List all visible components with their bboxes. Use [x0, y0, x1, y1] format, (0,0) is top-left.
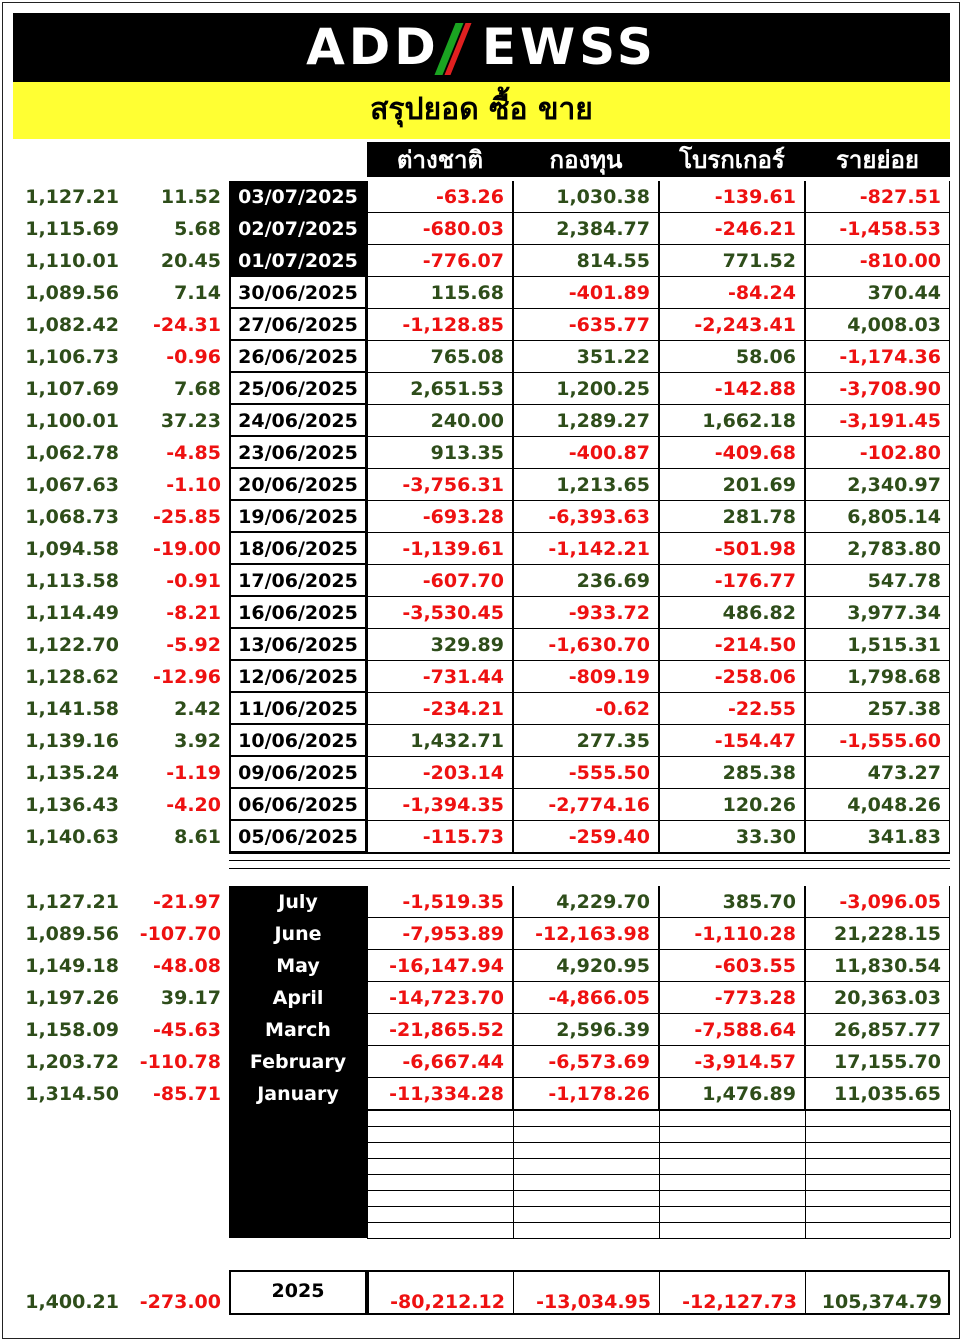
foreign-value: 765.08 [367, 341, 513, 373]
broker-value: 1,476.89 [659, 1078, 805, 1110]
broker-value: -3,914.57 [659, 1046, 805, 1078]
foreign-value: -11,334.28 [367, 1078, 513, 1110]
retail-value: -1,555.60 [805, 725, 950, 757]
retail-value: 11,830.54 [805, 950, 950, 982]
broker-value: 285.38 [659, 757, 805, 789]
change-value: -45.63 [153, 1019, 221, 1041]
index-value: 1,067.63 [25, 474, 119, 496]
header-fund: กองทุน [513, 142, 659, 177]
date-cell: 03/07/2025 [229, 181, 367, 213]
broker-value: -176.77 [659, 565, 805, 597]
broker-value: -139.61 [659, 181, 805, 213]
fund-value: 277.35 [513, 725, 659, 757]
grid-line [367, 1238, 950, 1239]
fund-value: -1,142.21 [513, 533, 659, 565]
table-divider [229, 860, 950, 861]
retail-value: -827.51 [805, 181, 950, 213]
fund-value: -6,393.63 [513, 501, 659, 533]
change-value: -24.31 [153, 314, 221, 336]
fund-value: 814.55 [513, 245, 659, 277]
index-value: 1,127.21 [25, 186, 119, 208]
date-cell: 02/07/2025 [229, 213, 367, 245]
index-value: 1,136.43 [25, 794, 119, 816]
change-value: -85.71 [153, 1083, 221, 1105]
retail-value: 6,805.14 [805, 501, 950, 533]
grid-line [367, 1110, 368, 1238]
retail-value: 4,048.26 [805, 789, 950, 821]
broker-value: -773.28 [659, 982, 805, 1014]
fund-value: 2,384.77 [513, 213, 659, 245]
fund-value: 1,200.25 [513, 373, 659, 405]
fund-value: 1,213.65 [513, 469, 659, 501]
broker-value: 33.30 [659, 821, 805, 853]
retail-value: 17,155.70 [805, 1046, 950, 1078]
broker-value: -7,588.64 [659, 1014, 805, 1046]
retail-value: 21,228.15 [805, 918, 950, 950]
foreign-value: -3,756.31 [367, 469, 513, 501]
retail-value: 2,340.97 [805, 469, 950, 501]
date-cell: 12/06/2025 [229, 661, 367, 693]
change-value: -4.20 [166, 794, 221, 816]
index-value: 1,128.62 [25, 666, 119, 688]
fund-value: 4,920.95 [513, 950, 659, 982]
retail-value: -1,174.36 [805, 341, 950, 373]
fund-value: -13,034.95 [536, 1291, 651, 1313]
month-label: July [229, 886, 367, 918]
retail-value: 26,857.77 [805, 1014, 950, 1046]
month-label: June [229, 918, 367, 950]
broker-value: -22.55 [659, 693, 805, 725]
fund-value: -401.89 [513, 277, 659, 309]
date-cell: 05/06/2025 [229, 821, 367, 853]
grid-line [513, 1110, 514, 1238]
index-value: 1,141.58 [25, 698, 119, 720]
month-label: March [229, 1014, 367, 1046]
foreign-value: -80,212.12 [390, 1291, 505, 1313]
retail-value: 2,783.80 [805, 533, 950, 565]
fund-value: -1,178.26 [513, 1078, 659, 1110]
change-value: -0.91 [166, 570, 221, 592]
retail-value: -3,191.45 [805, 405, 950, 437]
broker-value: -214.50 [659, 629, 805, 661]
foreign-value: 1,432.71 [367, 725, 513, 757]
retail-value: -3,096.05 [805, 886, 950, 918]
change-value: -1.19 [166, 762, 221, 784]
change-value: 7.14 [174, 282, 221, 304]
date-cell: 09/06/2025 [229, 757, 367, 789]
index-value: 1,114.49 [25, 602, 119, 624]
retail-value: 257.38 [805, 693, 950, 725]
index-value: 1,094.58 [25, 538, 119, 560]
change-value: -48.08 [153, 955, 221, 977]
index-value: 1,062.78 [25, 442, 119, 464]
foreign-value: -6,667.44 [367, 1046, 513, 1078]
foreign-value: -1,394.35 [367, 789, 513, 821]
index-value: 1,082.42 [25, 314, 119, 336]
retail-value: 1,515.31 [805, 629, 950, 661]
index-value: 1,089.56 [25, 923, 119, 945]
index-value: 1,400.21 [25, 1291, 119, 1313]
fund-value: 4,229.70 [513, 886, 659, 918]
date-cell: 26/06/2025 [229, 341, 367, 373]
broker-value: 201.69 [659, 469, 805, 501]
retail-value: 370.44 [805, 277, 950, 309]
broker-value: -258.06 [659, 661, 805, 693]
index-value: 1,089.56 [25, 282, 119, 304]
month-label: February [229, 1046, 367, 1078]
index-value: 1,100.01 [25, 410, 119, 432]
fund-value: -400.87 [513, 437, 659, 469]
broker-value: -84.24 [659, 277, 805, 309]
broker-value: 1,662.18 [659, 405, 805, 437]
index-value: 1,107.69 [25, 378, 119, 400]
foreign-value: 913.35 [367, 437, 513, 469]
month-label: April [229, 982, 367, 1014]
index-value: 1,122.70 [25, 634, 119, 656]
change-value: -273.00 [139, 1291, 221, 1313]
broker-value: -142.88 [659, 373, 805, 405]
logo-bar [13, 13, 950, 82]
retail-value: 11,035.65 [805, 1078, 950, 1110]
change-value: 11.52 [160, 186, 221, 208]
index-value: 1,314.50 [25, 1083, 119, 1105]
change-value: -110.78 [139, 1051, 221, 1073]
change-value: -107.70 [139, 923, 221, 945]
foreign-value: -234.21 [367, 693, 513, 725]
foreign-value: -21,865.52 [367, 1014, 513, 1046]
broker-value: 281.78 [659, 501, 805, 533]
foreign-value: -14,723.70 [367, 982, 513, 1014]
date-cell: 16/06/2025 [229, 597, 367, 629]
page-title: สรุปยอด ซื้อ ขาย [370, 92, 593, 127]
header-retail: รายย่อย [805, 142, 950, 177]
fund-value: 351.22 [513, 341, 659, 373]
index-value: 1,197.26 [25, 987, 119, 1009]
fund-value: -933.72 [513, 597, 659, 629]
index-value: 1,140.63 [25, 826, 119, 848]
date-cell: 10/06/2025 [229, 725, 367, 757]
foreign-value: 329.89 [367, 629, 513, 661]
retail-value: 105,374.79 [821, 1291, 942, 1313]
date-cell: 19/06/2025 [229, 501, 367, 533]
fund-value: -2,774.16 [513, 789, 659, 821]
broker-value: -603.55 [659, 950, 805, 982]
fund-value: 2,596.39 [513, 1014, 659, 1046]
year-label: 2025 [229, 1270, 367, 1315]
index-value: 1,149.18 [25, 955, 119, 977]
foreign-value: -1,139.61 [367, 533, 513, 565]
foreign-value: -731.44 [367, 661, 513, 693]
fund-value: -4,866.05 [513, 982, 659, 1014]
date-cell: 30/06/2025 [229, 277, 367, 309]
change-value: 39.17 [160, 987, 221, 1009]
foreign-value: -607.70 [367, 565, 513, 597]
date-cell: 11/06/2025 [229, 693, 367, 725]
change-value: 7.68 [174, 378, 221, 400]
date-cell: 27/06/2025 [229, 309, 367, 341]
change-value: -0.96 [166, 346, 221, 368]
date-cell: 23/06/2025 [229, 437, 367, 469]
index-value: 1,113.58 [25, 570, 119, 592]
logo [13, 19, 950, 75]
index-value: 1,115.69 [25, 218, 119, 240]
change-value: -8.21 [166, 602, 221, 624]
foreign-value: 115.68 [367, 277, 513, 309]
broker-value: -409.68 [659, 437, 805, 469]
date-cell: 13/06/2025 [229, 629, 367, 661]
broker-value: -1,110.28 [659, 918, 805, 950]
change-value: -5.92 [166, 634, 221, 656]
foreign-value: -3,530.45 [367, 597, 513, 629]
change-value: -25.85 [153, 506, 221, 528]
header-foreign: ต่างชาติ [367, 142, 513, 177]
retail-value: 1,798.68 [805, 661, 950, 693]
date-cell: 06/06/2025 [229, 789, 367, 821]
fund-value: -0.62 [513, 693, 659, 725]
index-value: 1,127.21 [25, 891, 119, 913]
retail-value: 4,008.03 [805, 309, 950, 341]
foreign-value: -1,128.85 [367, 309, 513, 341]
foreign-value: -7,953.89 [367, 918, 513, 950]
change-value: 8.61 [174, 826, 221, 848]
index-value: 1,068.73 [25, 506, 119, 528]
index-value: 1,110.01 [25, 250, 119, 272]
date-cell: 18/06/2025 [229, 533, 367, 565]
foreign-value: -680.03 [367, 213, 513, 245]
broker-value: -2,243.41 [659, 309, 805, 341]
retail-value: 3,977.34 [805, 597, 950, 629]
broker-value: -12,127.73 [682, 1291, 797, 1313]
broker-value: 385.70 [659, 886, 805, 918]
grid-line [659, 1110, 660, 1238]
foreign-value: -1,519.35 [367, 886, 513, 918]
grid-line [805, 1110, 806, 1238]
retail-value: 547.78 [805, 565, 950, 597]
foreign-value: -16,147.94 [367, 950, 513, 982]
retail-value: -3,708.90 [805, 373, 950, 405]
date-cell: 17/06/2025 [229, 565, 367, 597]
index-value: 1,106.73 [25, 346, 119, 368]
foreign-value: -776.07 [367, 245, 513, 277]
change-value: -21.97 [153, 891, 221, 913]
change-value: 2.42 [174, 698, 221, 720]
change-value: -1.10 [166, 474, 221, 496]
index-value: 1,135.24 [25, 762, 119, 784]
fund-value: -12,163.98 [513, 918, 659, 950]
date-cell: 25/06/2025 [229, 373, 367, 405]
index-value: 1,158.09 [25, 1019, 119, 1041]
logo-text-left: ADD [306, 18, 440, 76]
table-divider [229, 868, 950, 869]
index-value: 1,203.72 [25, 1051, 119, 1073]
fund-value: 1,030.38 [513, 181, 659, 213]
date-cell: 24/06/2025 [229, 405, 367, 437]
retail-value: 341.83 [805, 821, 950, 853]
fund-value: 236.69 [513, 565, 659, 597]
fund-value: -259.40 [513, 821, 659, 853]
change-value: -12.96 [153, 666, 221, 688]
logo-text-right: EWSS [481, 18, 657, 76]
foreign-value: -203.14 [367, 757, 513, 789]
broker-value: -501.98 [659, 533, 805, 565]
change-value: -19.00 [153, 538, 221, 560]
foreign-value: 240.00 [367, 405, 513, 437]
fund-value: -635.77 [513, 309, 659, 341]
broker-value: 58.06 [659, 341, 805, 373]
month-label: January [229, 1078, 367, 1110]
broker-value: 120.26 [659, 789, 805, 821]
change-value: 37.23 [160, 410, 221, 432]
fund-value: -555.50 [513, 757, 659, 789]
header-broker: โบรกเกอร์ [659, 142, 805, 177]
foreign-value: -115.73 [367, 821, 513, 853]
table-divider [229, 853, 950, 854]
change-value: 5.68 [174, 218, 221, 240]
change-value: -4.85 [166, 442, 221, 464]
date-cell: 20/06/2025 [229, 469, 367, 501]
fund-value: -6,573.69 [513, 1046, 659, 1078]
retail-value: -810.00 [805, 245, 950, 277]
broker-value: -154.47 [659, 725, 805, 757]
retail-value: 473.27 [805, 757, 950, 789]
broker-value: 486.82 [659, 597, 805, 629]
foreign-value: -63.26 [367, 181, 513, 213]
broker-value: 771.52 [659, 245, 805, 277]
retail-value: 20,363.03 [805, 982, 950, 1014]
retail-value: -1,458.53 [805, 213, 950, 245]
grid-line [950, 1110, 951, 1238]
index-value: 1,139.16 [25, 730, 119, 752]
month-label: May [229, 950, 367, 982]
change-value: 3.92 [174, 730, 221, 752]
broker-value: -246.21 [659, 213, 805, 245]
fund-value: 1,289.27 [513, 405, 659, 437]
date-cell: 01/07/2025 [229, 245, 367, 277]
foreign-value: 2,651.53 [367, 373, 513, 405]
foreign-value: -693.28 [367, 501, 513, 533]
fund-value: -809.19 [513, 661, 659, 693]
retail-value: -102.80 [805, 437, 950, 469]
change-value: 20.45 [160, 250, 221, 272]
title-bar [13, 82, 950, 139]
fund-value: -1,630.70 [513, 629, 659, 661]
